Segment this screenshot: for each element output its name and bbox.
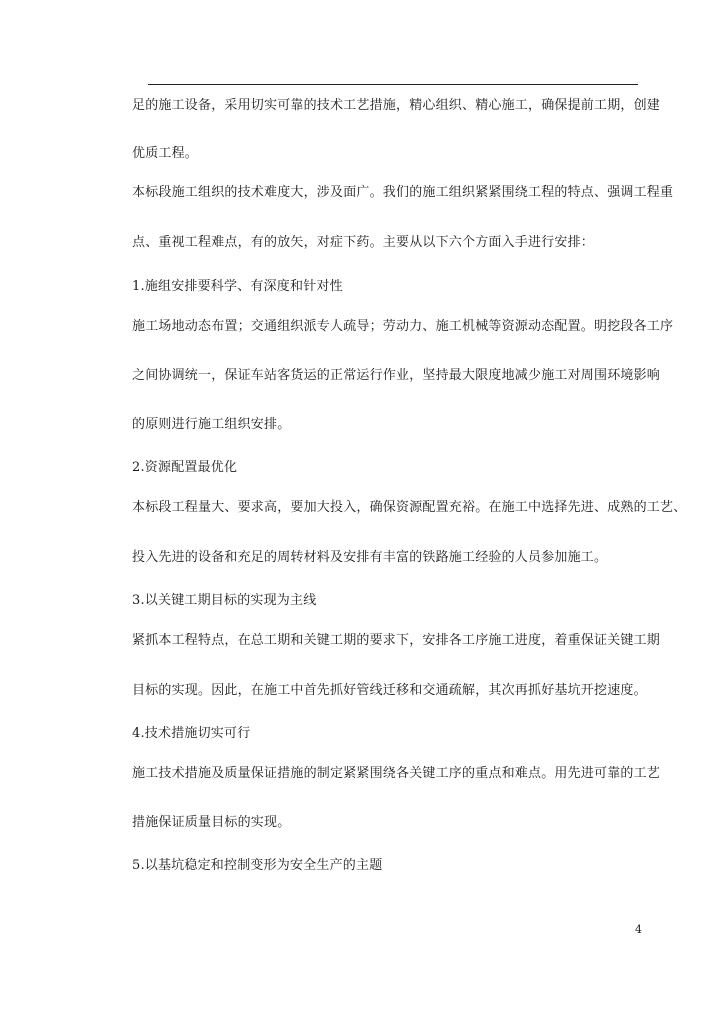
paragraph-line: 本标段施工组织的技术难度大，涉及面广。我们的施工组织紧紧围绕工程的特点、强调工程重 xyxy=(132,185,674,200)
paragraph-line: 目标的实现。因此，在施工中首先抓好管线迁移和交通疏解，其次再抓好基坑开挖速度。 xyxy=(132,683,647,698)
section-heading-2: 2.资源配置最优化 xyxy=(132,460,238,475)
section-heading-5: 5.以基坑稳定和控制变形为安全生产的主题 xyxy=(132,858,383,873)
paragraph-line: 的原则进行施工组织安排。 xyxy=(132,417,291,432)
paragraph-line: 点、重视工程难点，有的放矢，对症下药。主要从以下六个方面入手进行安排： xyxy=(132,235,595,250)
paragraph-line: 本标段工程量大、要求高，要加大投入，确保资源配置充裕。在施工中选择先进、成熟的工艺、 xyxy=(132,500,687,515)
paragraph-line: 之间协调统一，保证车站客货运的正常运行作业，坚持最大限度地减少施工对周围环境影响 xyxy=(132,368,661,383)
section-heading-1: 1.施组安排要科学、有深度和针对性 xyxy=(132,279,343,294)
section-heading-4: 4.技术措施切实可行 xyxy=(132,726,251,741)
paragraph-line: 优质工程。 xyxy=(132,146,199,161)
paragraph-line: 足的施工设备，采用切实可靠的技术工艺措施，精心组织、精心施工，确保提前工期，创建 xyxy=(132,98,661,113)
paragraph-line: 施工场地动态布置；交通组织派专人疏导；劳动力、施工机械等资源动态配置。明挖段各工序 xyxy=(132,319,674,334)
paragraph-line: 施工技术措施及质量保证措施的制定紧紧围绕各关键工序的重点和难点。用先进可靠的工艺 xyxy=(132,766,661,781)
page-number: 4 xyxy=(635,923,642,936)
section-heading-3: 3.以关键工期目标的实现为主线 xyxy=(132,593,317,608)
paragraph-line: 措施保证质量目标的实现。 xyxy=(132,815,291,830)
paragraph-line: 紧抓本工程特点，在总工期和关键工期的要求下，安排各工序施工进度，着重保证关键工期 xyxy=(132,633,661,648)
header-rule xyxy=(148,84,638,85)
paragraph-line: 投入先进的设备和充足的周转材料及安排有丰富的铁路施工经验的人员参加施工。 xyxy=(132,550,608,565)
